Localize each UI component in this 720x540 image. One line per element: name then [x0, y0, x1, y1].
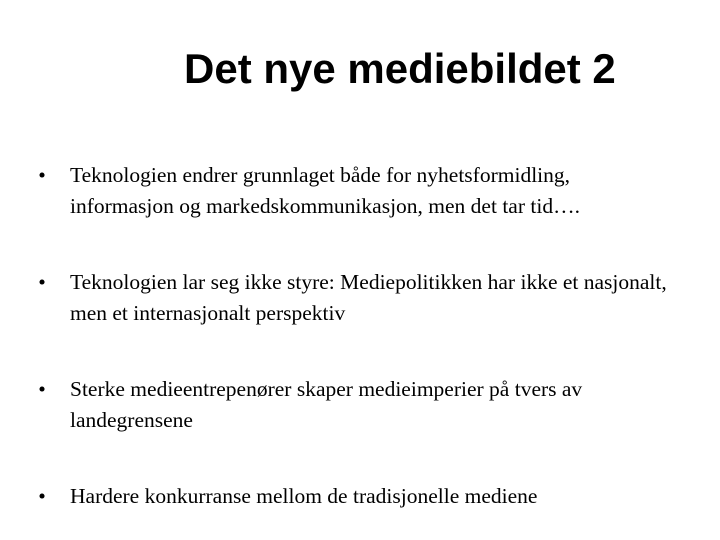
bullet-text: Sterke medieentrepenører skaper medieimperier på tvers av landegrensene — [70, 377, 583, 432]
slide-title: Det nye mediebildet 2 — [184, 45, 616, 92]
bullet-icon: • — [38, 163, 46, 187]
bullet-icon: • — [38, 270, 46, 294]
bullet-item — [34, 481, 674, 512]
bullet-item — [34, 374, 674, 436]
bullet-list — [34, 160, 674, 512]
bullet-item — [34, 267, 674, 329]
bullet-text: Teknologien lar seg ikke styre: Mediepolitikken har ikke et nasjonalt, men et internasjonalt perspektiv — [70, 270, 667, 325]
bullet-icon: • — [38, 484, 46, 508]
bullet-icon: • — [38, 377, 46, 401]
bullet-item — [34, 160, 674, 222]
bullet-text: Hardere konkurranse mellom de tradisjonelle mediene — [70, 484, 538, 508]
bullet-text: Teknologien endrer grunnlaget både for nyhetsformidling, informasjon og markedskommunikasjon, men det tar tid…. — [70, 163, 580, 218]
